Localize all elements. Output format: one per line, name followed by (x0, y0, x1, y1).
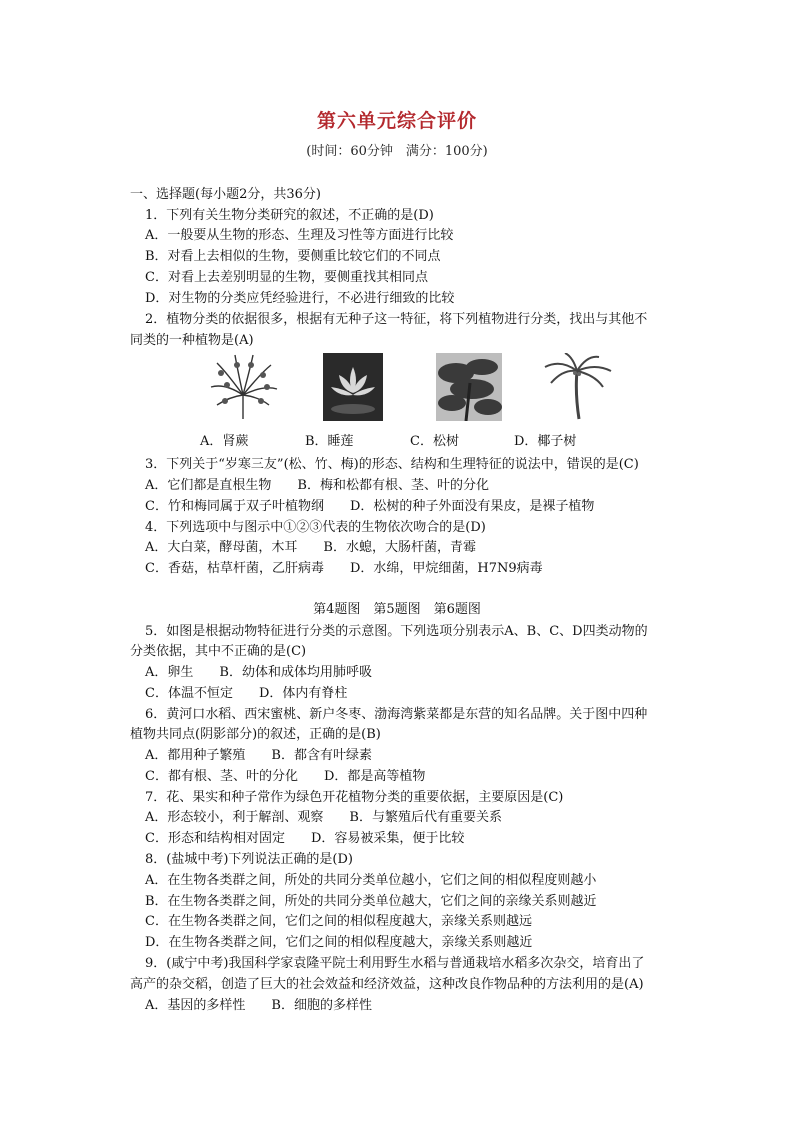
water-lily-image (323, 353, 383, 421)
question-8-option-d: D．在生物各类群之间，它们之间的相似程度越大，亲缘关系则越近 (145, 935, 533, 950)
question-1-option-d: D．对生物的分类应凭经验进行，不必进行细致的比较 (145, 291, 455, 306)
question-2-option-c: C．松树 (410, 434, 459, 449)
question-1-option-c: C．对看上去差别明显的生物，要侧重找其相同点 (145, 270, 428, 285)
question-6-stem-cont: 植物共同点(阴影部分)的叙述，正确的是(B) (130, 727, 381, 742)
question-5-stem-cont: 分类依据，其中不正确的是(C) (130, 644, 307, 659)
question-4-options-cd: C．香菇，枯草杆菌，乙肝病毒 D．水绵，甲烷细菌，H7N9病毒 (145, 561, 543, 576)
question-4-stem: 4．下列选项中与图示中①②③代表的生物依次吻合的是(D) (145, 520, 486, 535)
question-7-options-ab: A．形态较小，利于解剖、观察 B．与繁殖后代有重要关系 (145, 810, 502, 825)
figure-caption: 第4题图 第5题图 第6题图 (313, 602, 481, 617)
question-3-options-cd: C．竹和梅同属于双子叶植物纲 D．松树的种子外面没有果皮，是裸子植物 (145, 499, 595, 514)
question-8-stem: 8．(盐城中考)下列说法正确的是(D) (145, 852, 353, 867)
question-3-options-ab: A．它们都是直根生物 B．梅和松都有根、茎、叶的分化 (145, 478, 489, 493)
question-1-option-a: A．一般要从生物的形态、生理及习性等方面进行比较 (145, 228, 454, 243)
exam-time-info: (时间：60分钟 满分：100分) (306, 144, 488, 159)
section-heading: 一、选择题(每小题2分，共36分) (130, 187, 321, 202)
question-5-options-cd: C．体温不恒定 D．体内有脊柱 (145, 686, 348, 701)
question-1-stem: 1．下列有关生物分类研究的叙述，不正确的是(D) (145, 208, 434, 223)
question-6-options-ab: A．都用种子繁殖 B．都含有叶绿素 (145, 748, 372, 763)
question-2-option-a: A．肾蕨 (200, 434, 249, 449)
pine-image (436, 353, 502, 421)
fern-image (207, 353, 279, 421)
coconut-palm-image (541, 353, 613, 421)
question-1-option-b: B．对看上去相似的生物，要侧重比较它们的不同点 (145, 249, 441, 264)
question-8-option-b: B．在生物各类群之间，所处的共同分类单位越大，它们之间的亲缘关系则越近 (145, 894, 597, 909)
question-5-stem: 5．如图是根据动物特征进行分类的示意图。下列选项分别表示A、B、C、D四类动物的 (145, 624, 648, 639)
question-3-stem: 3．下列关于“岁寒三友”(松、竹、梅)的形态、结构和生理特征的说法中，错误的是(C) (145, 457, 639, 472)
question-9-stem-cont: 高产的杂交稻，创造了巨大的社会效益和经济效益，这种改良作物品种的方法利用的是(A) (130, 977, 644, 992)
question-2-stem: 2．植物分类的依据很多，根据有无种子这一特征，将下列植物进行分类，找出与其他不 (145, 312, 648, 327)
question-6-stem: 6．黄河口水稻、西宋蜜桃、新户冬枣、渤海湾紫菜都是东营的知名品牌。关于图中四种 (145, 707, 648, 722)
question-5-options-ab: A．卵生 B．幼体和成体均用肺呼吸 (145, 665, 372, 680)
question-7-options-cd: C．形态和结构相对固定 D．容易被采集，便于比较 (145, 831, 465, 846)
question-2-option-d: D．椰子树 (514, 434, 577, 449)
question-6-options-cd: C．都有根、茎、叶的分化 D．都是高等植物 (145, 769, 426, 784)
question-2-stem-cont: 同类的一种植物是(A) (130, 333, 254, 348)
question-4-options-ab: A．大白菜，酵母菌，木耳 B．水螅，大肠杆菌，青霉 (145, 540, 476, 555)
question-8-option-a: A．在生物各类群之间，所处的共同分类单位越小，它们之间的相似程度则越小 (145, 873, 597, 888)
question-9-stem: 9．(咸宁中考)我国科学家袁隆平院士利用野生水稻与普通栽培水稻多次杂交，培育出了 (145, 956, 645, 971)
page-title: 第六单元综合评价 (316, 110, 477, 132)
question-2-option-b: B．睡莲 (305, 434, 354, 449)
question-7-stem: 7．花、果实和种子常作为绿色开花植物分类的重要依据，主要原因是(C) (145, 790, 564, 805)
question-9-options-ab: A．基因的多样性 B．细胞的多样性 (145, 998, 372, 1013)
question-8-option-c: C．在生物各类群之间，它们之间的相似程度越大，亲缘关系则越远 (145, 914, 532, 929)
